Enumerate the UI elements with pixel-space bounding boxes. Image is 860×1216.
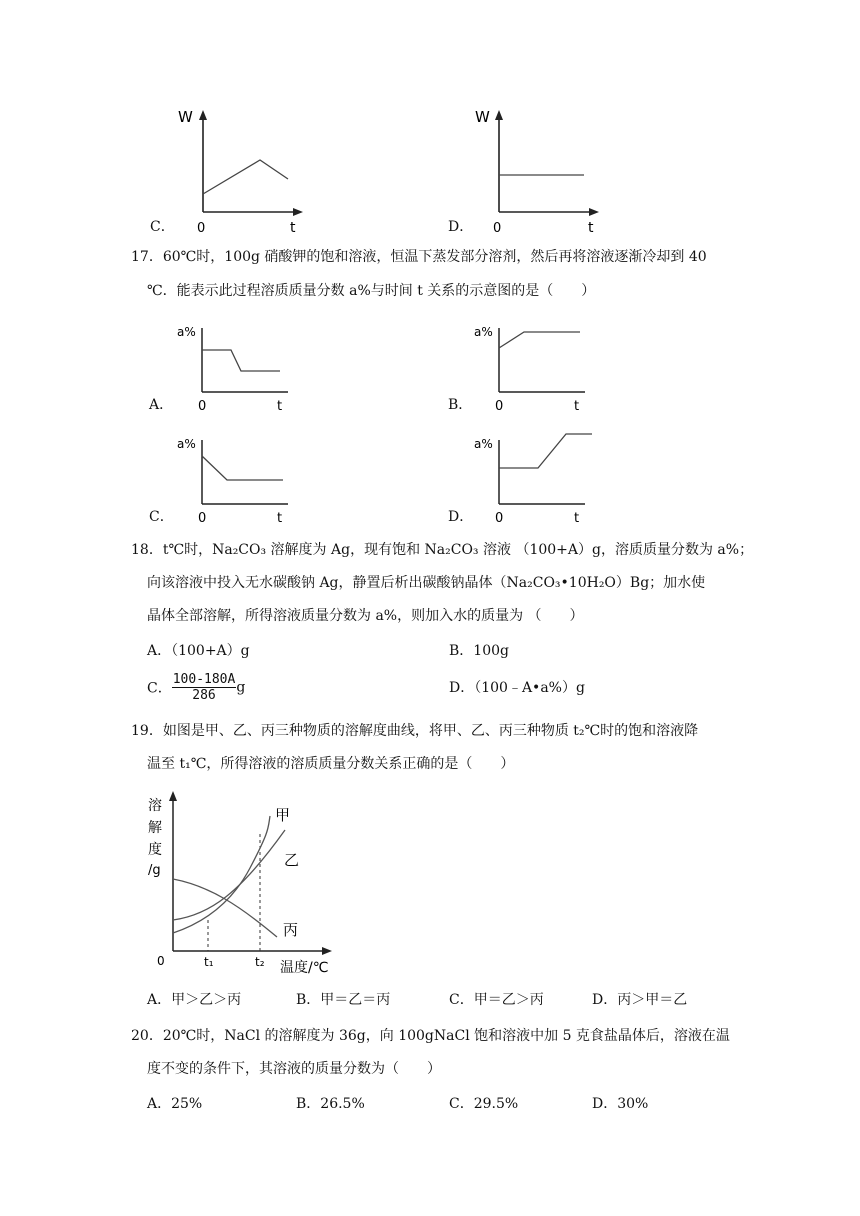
q17-option-b [442, 318, 602, 418]
axis-x-label: t [574, 399, 580, 414]
y-axis-arrow [169, 791, 177, 801]
option-unit: g [236, 679, 246, 696]
q19-option-a: A．甲＞乙＞丙 [147, 992, 242, 1008]
q17-option-d [442, 430, 612, 530]
curve-jia [173, 816, 270, 933]
q17-stem-line1: 17．60℃时，100g 硝酸钾的饱和溶液，恒温下蒸发部分溶剂，然后再将溶液逐渐冷却到 40 [131, 249, 707, 265]
t2-label: t₂ [255, 955, 265, 969]
curve-yi [173, 830, 285, 920]
q20-option-a: A．25% [147, 1096, 203, 1112]
curve [202, 456, 283, 480]
curve [499, 332, 580, 348]
origin-label: 0 [495, 399, 504, 414]
y-label-char: 解 [148, 820, 162, 836]
option-letter: C． [149, 509, 174, 525]
x-axis-arrow [322, 947, 332, 955]
curve [499, 434, 592, 468]
y-axis-arrow [495, 110, 503, 120]
q19-option-c: C．甲＝乙＞丙 [449, 992, 544, 1008]
axis-y-label: a% [177, 437, 196, 451]
y-label-char: 度 [148, 842, 162, 858]
x-axis-arrow [293, 208, 303, 216]
axis-y-label: a% [474, 325, 493, 339]
option-letter: D． [448, 219, 474, 235]
axis-y-label: a% [474, 437, 493, 451]
option-letter: C． [147, 680, 172, 697]
q18-stem-line2: 向该溶液中投入无水碳酸钠 Ag，静置后析出碳酸钠晶体（Na₂CO₃•10H₂O）Bg；加水使 [147, 575, 706, 591]
axis-x-label: t [277, 511, 283, 526]
series-label-yi: 乙 [284, 851, 300, 869]
axis-x-label: t [277, 399, 283, 414]
origin-label: 0 [198, 399, 207, 414]
fraction [172, 672, 237, 703]
option-letter: C． [150, 219, 175, 235]
q18-option-d: D．（100﹣A•a%）g [449, 680, 585, 696]
option-letter: B． [448, 397, 473, 413]
q20-option-b: B．26.5% [296, 1096, 365, 1112]
q20-option-c: C．29.5% [449, 1096, 519, 1112]
q18-option-b: B．100g [449, 643, 509, 659]
q20-stem-line2: 度不变的条件下，其溶液的质量分数为（ ） [147, 1061, 441, 1077]
q17-stem-line2: ℃．能表示此过程溶质质量分数 a%与时间 t 关系的示意图的是（ ） [147, 283, 596, 299]
q16-option-d [442, 100, 612, 240]
q17-option-c [145, 430, 305, 530]
axis-x-label: t [574, 511, 580, 526]
option-letter: A． [149, 397, 174, 413]
origin-label: 0 [157, 954, 165, 968]
axis-y-label: W [178, 108, 193, 126]
q17-option-a [145, 318, 305, 418]
curve [202, 350, 280, 371]
q18-stem-line3: 晶体全部溶解，所得溶液质量分数为 a%，则加入水的质量为 （ ） [147, 608, 584, 624]
x-axis-label: 温度/℃ [280, 960, 329, 976]
q19-option-d: D．丙＞甲＝乙 [592, 992, 688, 1008]
origin-label: 0 [197, 221, 206, 236]
q18-stem-line1: 18．t℃时，Na₂CO₃ 溶解度为 Ag，现有饱和 Na₂CO₃ 溶液 （100+A）g，溶质质量分数为 a%； [131, 542, 754, 558]
origin-label: 0 [493, 221, 502, 236]
q19-stem-line1: 19．如图是甲、乙、丙三种物质的溶解度曲线，将甲、乙、丙三种物质 t₂℃时的饱和溶液降 [131, 723, 699, 739]
series-label-jia: 甲 [275, 806, 291, 824]
origin-label: 0 [495, 511, 504, 526]
origin-label: 0 [198, 511, 207, 526]
curve-bing [173, 879, 277, 937]
q19-solubility-chart [140, 788, 340, 980]
fraction-denominator: 286 [192, 688, 216, 703]
q19-stem-line2: 温至 t₁℃，所得溶液的溶质质量分数关系正确的是（ ） [147, 756, 515, 772]
q19-option-b: B．甲＝乙＝丙 [296, 992, 391, 1008]
q18-option-c [147, 672, 245, 703]
series-label-bing: 丙 [283, 921, 299, 939]
y-label-char: 溶 [148, 798, 162, 814]
t1-label: t₁ [204, 955, 214, 969]
q18-option-a: A．（100+A）g [147, 643, 250, 659]
y-axis-arrow [199, 110, 207, 120]
y-label-char: /g [148, 863, 161, 878]
axis-y-label: W [475, 108, 490, 126]
fraction-numerator: 100-180A [172, 672, 236, 687]
solubility-chart-svg [140, 788, 340, 980]
axis-x-label: t [290, 220, 296, 236]
q20-option-d: D．30% [592, 1096, 649, 1112]
axis-x-label: t [588, 220, 594, 236]
option-letter: D． [448, 509, 474, 525]
q20-stem-line1: 20．20℃时，NaCl 的溶解度为 36g，向 100gNaCl 饱和溶液中加 5 克食盐晶体后，溶液在温 [131, 1028, 730, 1044]
curve [203, 160, 288, 194]
x-axis-arrow [589, 208, 599, 216]
q16-option-c [145, 100, 315, 240]
axis-y-label: a% [177, 325, 196, 339]
